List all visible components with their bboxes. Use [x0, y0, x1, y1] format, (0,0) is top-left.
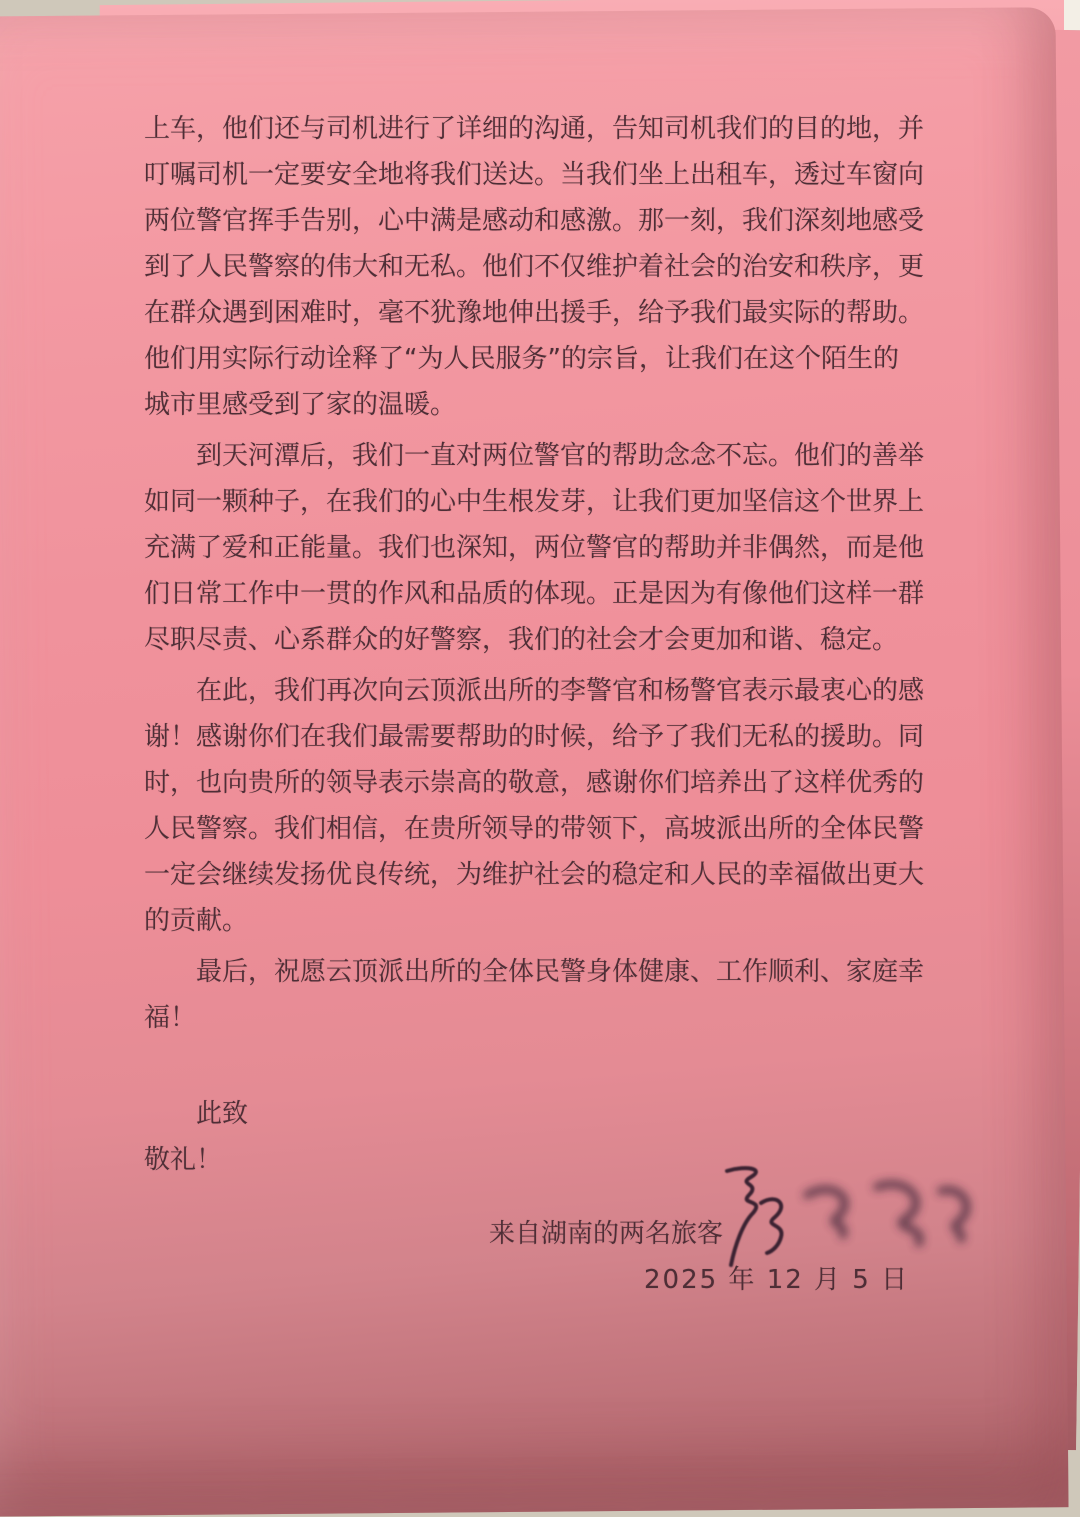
closing-jingli: 敬礼！ — [144, 1145, 223, 1175]
letter-line: 谢！感谢你们在我们最需要帮助的时候，给予了我们无私的援助。同 — [144, 722, 925, 752]
letter-line: 城市里感受到了家的温暖。 — [144, 390, 457, 420]
letter-line: 上车，他们还与司机进行了详细的沟通，告知司机我们的目的地，并 — [144, 114, 925, 144]
letter-line: 在群众遇到困难时，毫不犹豫地伸出援手，给予我们最实际的帮助。 — [144, 298, 925, 328]
letter-line: 一定会继续发扬优良传统，为维护社会的稳定和人民的幸福做出更大 — [144, 860, 925, 890]
letter-line: 两位警官挥手告别，心中满是感动和感激。那一刻，我们深刻地感受 — [144, 206, 925, 236]
letter-body — [144, 106, 944, 1416]
letter-line: 时，也向贵所的领导表示崇高的敬意，感谢你们培养出了这样优秀的 — [144, 768, 925, 798]
letter-line: 如同一颗种子，在我们的心中生根发芽，让我们更加坚信这个世界上 — [144, 487, 925, 517]
letter-line: 福！ — [144, 1003, 197, 1033]
paragraph-1 — [144, 106, 944, 428]
table-corner-sliver — [1064, 0, 1080, 34]
letter-line: 叮嘱司机一定要安全地将我们送达。当我们坐上出租车，透过车窗向 — [144, 160, 925, 190]
signature-label: 来自湖南的两名旅客 — [489, 1219, 724, 1249]
letter-line: 在此，我们再次向云顶派出所的李警官和杨警官表示最衷心的感 — [196, 676, 925, 706]
letter-line: 充满了爱和正能量。我们也深知，两位警官的帮助并非偶然，而是他 — [144, 533, 925, 563]
date-line: 2025 年 12 月 5 日 — [644, 1265, 910, 1295]
letter-line: 尽职尽责、心系群众的好警察，我们的社会才会更加和谐、稳定。 — [144, 625, 899, 655]
letter-line: 们日常工作中一贯的作风和品质的体现。正是因为有像他们这样一群 — [144, 579, 925, 609]
paragraph-4 — [144, 949, 944, 1041]
paragraph-3 — [144, 668, 944, 944]
letter-line: 到了人民警察的伟大和无私。他们不仅维护着社会的治安和秩序，更 — [144, 252, 925, 282]
letter-line: 最后，祝愿云顶派出所的全体民警身体健康、工作顺利、家庭幸 — [196, 957, 925, 987]
letter-line: 到天河潭后，我们一直对两位警官的帮助念念不忘。他们的善举 — [196, 441, 925, 471]
letter-line: 的贡献。 — [144, 906, 249, 936]
paragraph-2 — [144, 433, 944, 663]
letter-line: 他们用实际行动诠释了“为人民服务”的宗旨，让我们在这个陌生的 — [144, 344, 899, 374]
closing-cizhi: 此致 — [196, 1099, 249, 1129]
letter-signoff — [144, 1211, 944, 1361]
letter-line: 人民警察。我们相信，在贵所领导的带领下，高坡派出所的全体民警 — [144, 814, 925, 844]
